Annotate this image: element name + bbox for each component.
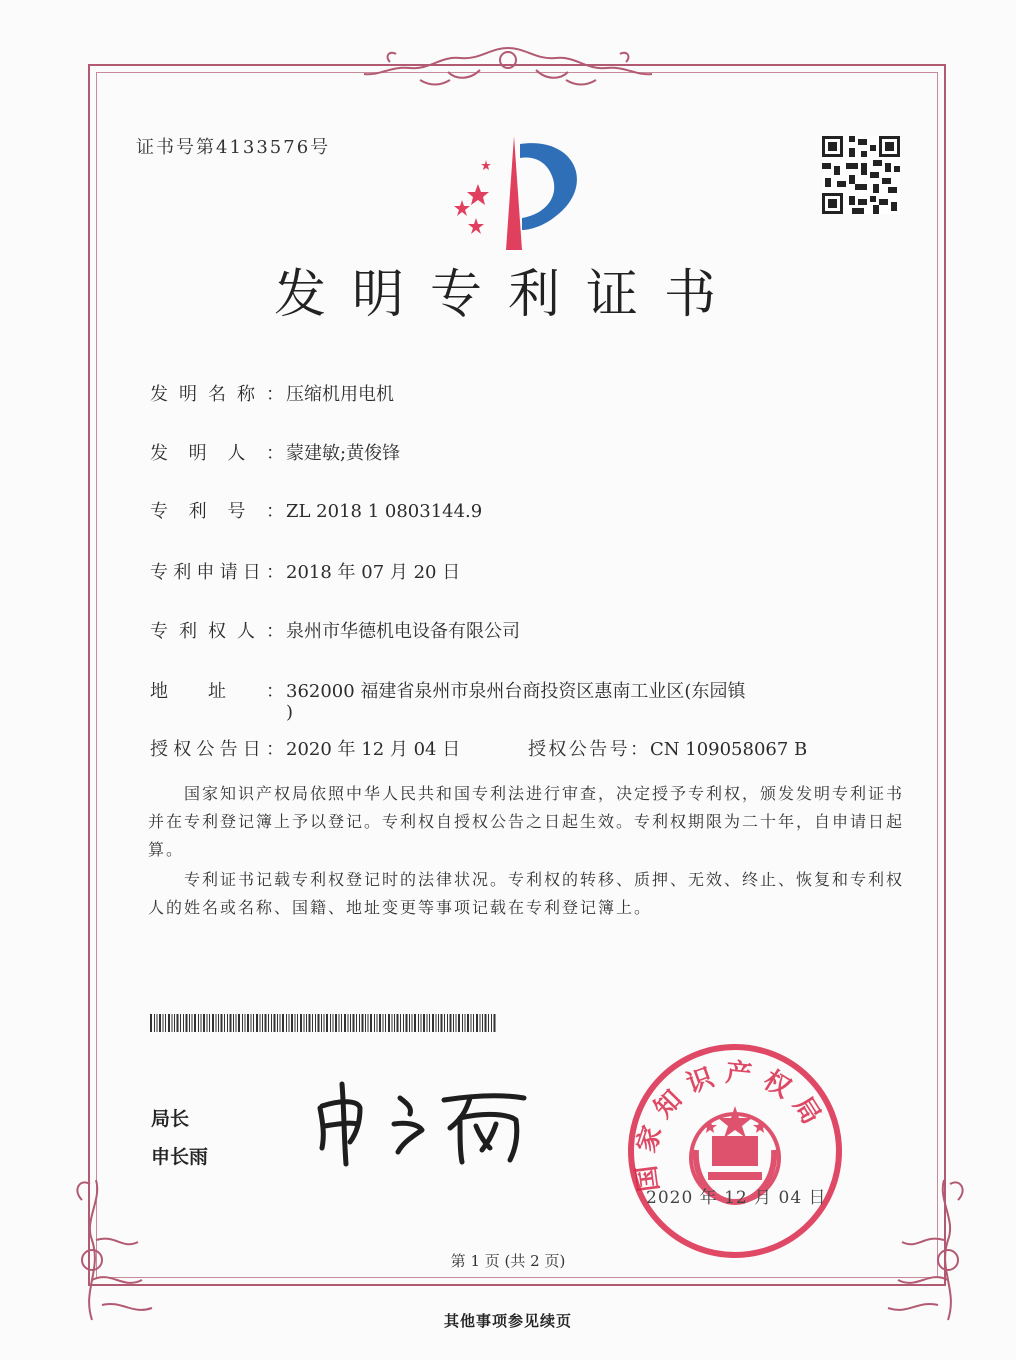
field-value: 362000 福建省泉州市泉州台商投资区惠南工业区(东园镇 xyxy=(286,681,746,702)
footer-note: 其他事项参见续页 xyxy=(443,1312,572,1330)
paragraph-legal-status: 专利证书记载专利权登记时的法律状况。专利权的转移、质押、无效、终止、恢复和专利权人的姓名或名称、国籍、地址变更等事项记载在专利登记簿上。 xyxy=(148,870,905,917)
field-label: 专利申请日： xyxy=(150,562,284,583)
field-invention-name xyxy=(150,380,394,406)
field-label: 授权公告日： xyxy=(150,739,284,760)
field-grant-date xyxy=(150,735,460,761)
seal-date: 2020 年 12 月 04 日 xyxy=(646,1188,827,1208)
official-seal xyxy=(624,1040,846,1262)
logo-blue-arc xyxy=(520,143,577,230)
field-inventors xyxy=(150,439,400,465)
director-signature xyxy=(310,1078,540,1168)
field-patent-number xyxy=(150,497,482,523)
paragraph-grant-statement: 国家知识产权局依照中华人民共和国专利法进行审查，决定授予专利权，颁发发明专利证书并在专利登记簿上予以登记。专利权自授权公告之日起生效。专利权期限为二十年，自申请日起算。 xyxy=(148,784,905,859)
qr-code xyxy=(822,136,900,214)
field-label: 地址： xyxy=(150,681,284,702)
field-value: 泉州市华德机电设备有限公司 xyxy=(286,621,520,642)
field-address-continuation: ) xyxy=(286,702,294,723)
field-address xyxy=(150,677,745,703)
page-number: 第 1 页 (共 2 页) xyxy=(450,1252,566,1270)
field-patentee xyxy=(150,617,520,643)
field-label: 授权公告号： xyxy=(528,739,648,760)
field-value: 2020 年 12 月 04 日 xyxy=(286,739,461,760)
field-value: 2018 年 07 月 20 日 xyxy=(286,562,461,583)
field-value: CN 109058067 B xyxy=(650,739,808,760)
document-title: 发明专利证书 xyxy=(273,265,742,325)
bottom-right-ornament xyxy=(868,1130,978,1330)
field-application-date xyxy=(150,558,460,584)
logo-red-spire xyxy=(506,136,522,250)
field-label: 专利号： xyxy=(150,501,284,522)
field-label: 发明名称： xyxy=(150,384,284,405)
barcode xyxy=(150,1014,498,1032)
field-value: 蒙建敏;黄俊锋 xyxy=(286,443,401,464)
patent-office-logo xyxy=(436,126,596,256)
logo-star-1 xyxy=(467,184,489,205)
field-label: 专利权人： xyxy=(150,621,284,642)
top-ornament xyxy=(360,40,656,90)
logo-star-3 xyxy=(468,218,484,234)
director-name: 申长雨 xyxy=(151,1146,209,1168)
field-publication-number xyxy=(528,735,807,761)
logo-star-4 xyxy=(481,160,491,170)
field-label: 发明人： xyxy=(150,443,284,464)
logo-star-2 xyxy=(454,200,470,216)
director-title: 局长 xyxy=(151,1108,190,1130)
svg-text:国家知识产权局: 国家知识产权局 xyxy=(630,1057,832,1194)
field-value: 压缩机用电机 xyxy=(286,384,394,405)
certificate-number: 证书号第4133576号 xyxy=(136,137,331,158)
field-value: ZL 2018 1 0803144.9 xyxy=(286,501,483,522)
